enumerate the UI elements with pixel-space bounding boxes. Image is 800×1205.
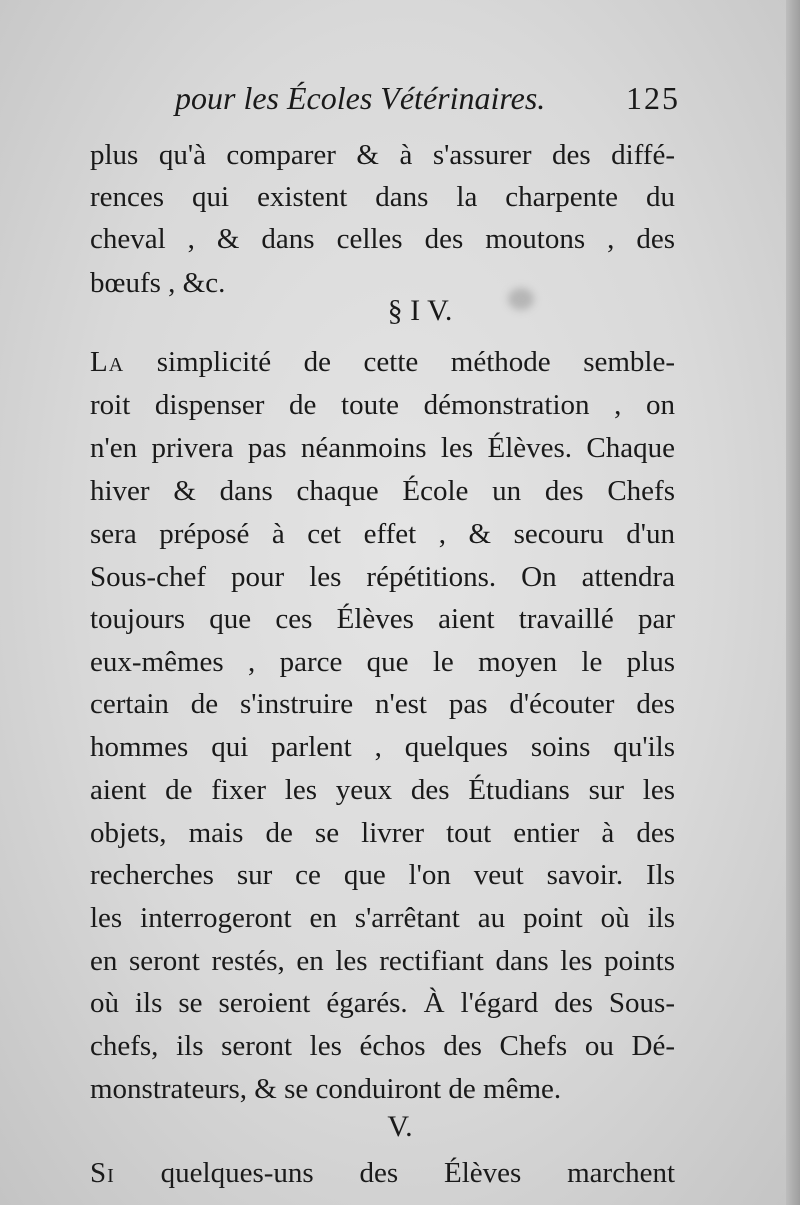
text-line: plus qu'à comparer & à s'assurer des diffé- — [90, 139, 675, 171]
section-heading-iv: § I V. — [387, 294, 453, 327]
running-title: pour les Écoles Vétérinaires. — [175, 80, 546, 116]
text-line: quelques-uns des Élèves marchent — [160, 1157, 676, 1189]
paragraph-first-line — [90, 1152, 675, 1194]
text-line: eux-mêmes , parce que le moyen le plus — [90, 646, 675, 678]
page-edge-shadow — [786, 0, 800, 1205]
text-line: certain de s'instruire n'est pas d'écouter des — [90, 688, 675, 720]
page-number: 125 — [626, 80, 680, 116]
text-line: rences qui existent dans la charpente du — [90, 181, 675, 213]
page-header — [175, 80, 680, 120]
text-line: aient de fixer les yeux des Étudians sur les — [90, 774, 675, 806]
text-line: cheval , & dans celles des moutons , des — [90, 223, 675, 255]
text-line: n'en privera pas néanmoins les Élèves. Chaque — [90, 432, 675, 464]
text-line: bœufs , &c. — [90, 267, 226, 299]
text-line: recherches sur ce que l'on veut savoir. Ils — [90, 859, 675, 891]
text-line: sera préposé à cet effet , & secouru d'un — [90, 518, 675, 550]
text-line: où ils se seroient égarés. À l'égard des Sous- — [90, 987, 675, 1019]
text-line: simplicité de cette méthode semble- — [156, 346, 675, 378]
text-line: chefs, ils seront les échos des Chefs ou Dé- — [90, 1030, 675, 1062]
text-line: Sous-chef pour les répétitions. On attendra — [90, 561, 675, 593]
paragraph-first-line — [90, 341, 675, 383]
text-line: monstrateurs, & se conduiront de même. — [90, 1073, 562, 1105]
text-line: objets, mais de se livrer tout entier à des — [90, 817, 675, 849]
text-line: les interrogeront en s'arrêtant au point où ils — [90, 902, 675, 934]
text-line: roit dispenser de toute démonstration , on — [90, 389, 675, 421]
drop-cap: La — [90, 346, 125, 378]
text-line: hiver & dans chaque École un des Chefs — [90, 475, 675, 507]
text-line: toujours que ces Élèves aient travaillé par — [90, 603, 675, 635]
drop-cap: Si — [90, 1157, 115, 1189]
section-heading-v: V. — [387, 1110, 413, 1143]
text-line: en seront restés, en les rectifiant dans les points — [90, 945, 675, 977]
text-line: hommes qui parlent , quelques soins qu'ils — [90, 731, 675, 763]
